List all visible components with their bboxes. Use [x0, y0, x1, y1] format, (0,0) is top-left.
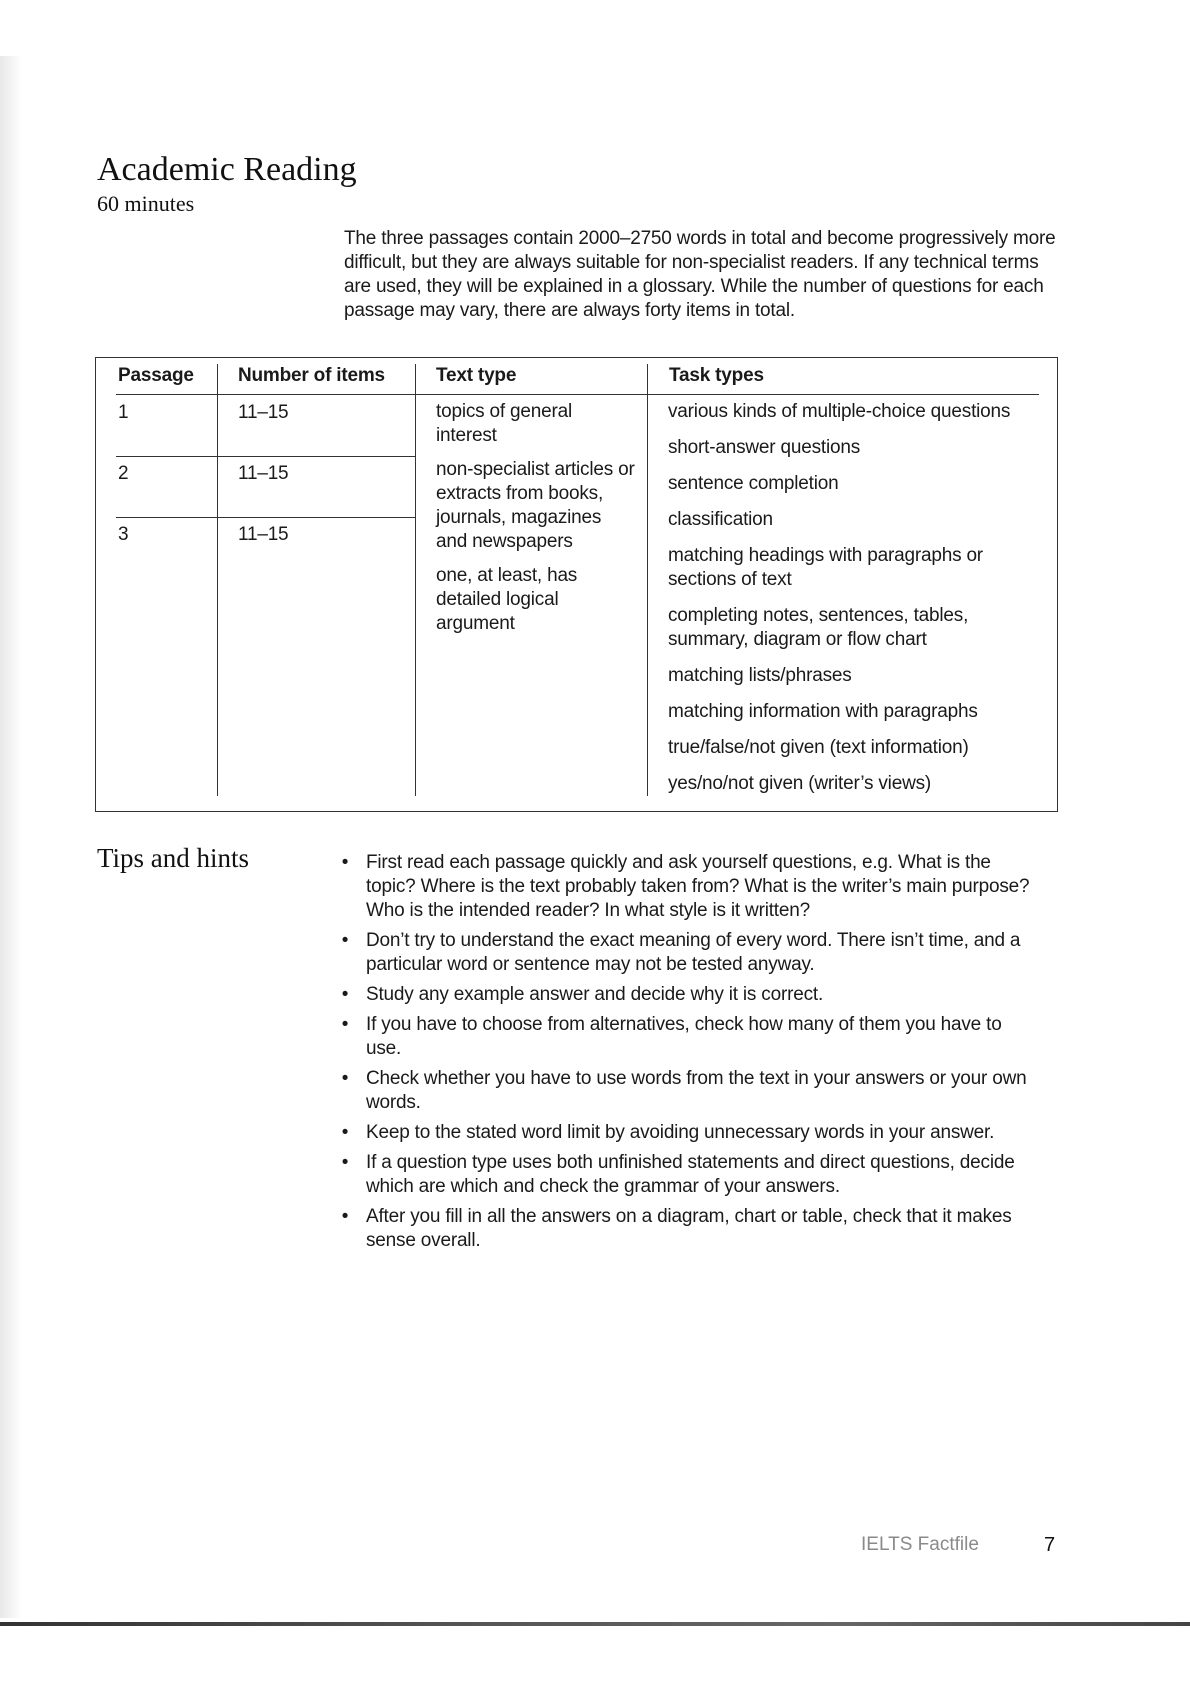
scan-bottom-edge — [0, 1622, 1190, 1626]
tip-text: Keep to the stated word limit by avoiding unnecessary words in your answer. — [366, 1122, 995, 1143]
bullet-icon: • — [341, 930, 349, 951]
page-number: 7 — [1044, 1534, 1056, 1556]
intro-paragraph: The three passages contain 2000–2750 words in total and become progressively more difficult, but they are always suitable for non-specialist readers. If any technical terms are used, they will be explained in a glossary. While the number of questions for each passage may vary, there are always forty items in total. — [344, 228, 1056, 321]
header-number-of-items: Number of items — [238, 365, 385, 386]
task-type-item: matching headings with paragraphs or sections of text — [668, 545, 983, 590]
row-divider — [116, 456, 415, 457]
tip-text: After you fill in all the answers on a diagram, chart or table, check that it makes sense overall. — [366, 1206, 1012, 1251]
tip-text: Study any example answer and decide why it is correct. — [366, 984, 824, 1005]
tips-heading: Tips and hints — [97, 843, 250, 873]
items-cell: 11–15 — [238, 402, 289, 423]
tip-item — [340, 929, 1040, 977]
column-divider — [415, 364, 416, 796]
tip-text: First read each passage quickly and ask yourself questions, e.g. What is the topic? Where is the text probably taken from? What is the writer’s main purpose? Who is the intended reader? In what style is it written? — [366, 852, 1030, 921]
task-type-item: classification — [668, 509, 773, 530]
section-duration: 60 minutes — [97, 191, 195, 216]
bullet-icon: • — [341, 852, 349, 873]
bullet-icon: • — [341, 1206, 349, 1227]
bullet-icon: • — [341, 1122, 349, 1143]
text-type-column — [436, 400, 636, 646]
tip-text: Don’t try to understand the exact meaning of every word. There isn’t time, and a particular word or sentence may not be tested anyway. — [366, 930, 1021, 975]
bullet-icon: • — [341, 1152, 349, 1173]
task-type-item: short-answer questions — [668, 437, 861, 458]
text-type-item: one, at least, has detailed logical argument — [436, 565, 578, 634]
tip-item — [340, 983, 1040, 1007]
scan-edge-shadow — [0, 56, 22, 1618]
text-type-item: topics of general interest — [436, 401, 573, 446]
text-type-item: non-specialist articles or extracts from books, journals, magazines and newspapers — [436, 459, 635, 552]
task-type-item: various kinds of multiple-choice questions — [668, 401, 1011, 422]
bullet-icon: • — [341, 984, 349, 1005]
header-passage: Passage — [118, 365, 194, 386]
header-divider — [116, 394, 1039, 395]
row-divider — [116, 517, 415, 518]
tip-item — [340, 1205, 1040, 1253]
reading-structure-table — [95, 357, 1058, 812]
items-cell: 11–15 — [238, 524, 289, 545]
tip-text: If a question type uses both unfinished statements and direct questions, decide which are which and check the grammar of your answers. — [366, 1152, 1015, 1197]
items-cell: 11–15 — [238, 463, 289, 484]
passage-cell: 3 — [118, 524, 129, 545]
footer-book-title: IELTS Factfile — [861, 1534, 979, 1555]
task-type-item: true/false/not given (text information) — [668, 737, 969, 758]
tip-text: Check whether you have to use words from the text in your answers or your own words. — [366, 1068, 1027, 1113]
task-type-item: sentence completion — [668, 473, 839, 494]
bullet-icon: • — [341, 1068, 349, 1089]
bullet-icon: • — [341, 1014, 349, 1035]
tip-item — [340, 1151, 1040, 1199]
column-divider — [217, 364, 218, 796]
tip-item — [340, 1067, 1040, 1115]
task-type-item: completing notes, sentences, tables, summary, diagram or flow chart — [668, 605, 969, 650]
passage-cell: 2 — [118, 463, 129, 484]
passage-cell: 1 — [118, 402, 129, 423]
tip-item — [340, 1013, 1040, 1061]
task-type-item: matching information with paragraphs — [668, 701, 978, 722]
header-task-types: Task types — [669, 365, 764, 386]
header-text-type: Text type — [436, 365, 517, 386]
tip-item — [340, 1121, 1040, 1145]
task-type-item: yes/no/not given (writer’s views) — [668, 773, 932, 794]
column-divider — [647, 364, 648, 796]
section-title: Academic Reading — [97, 151, 357, 188]
tips-list — [340, 851, 1040, 1259]
tip-text: If you have to choose from alternatives, check how many of them you have to use. — [366, 1014, 1002, 1059]
tip-item — [340, 851, 1040, 923]
task-type-item: matching lists/phrases — [668, 665, 852, 686]
task-types-column — [668, 400, 1048, 808]
